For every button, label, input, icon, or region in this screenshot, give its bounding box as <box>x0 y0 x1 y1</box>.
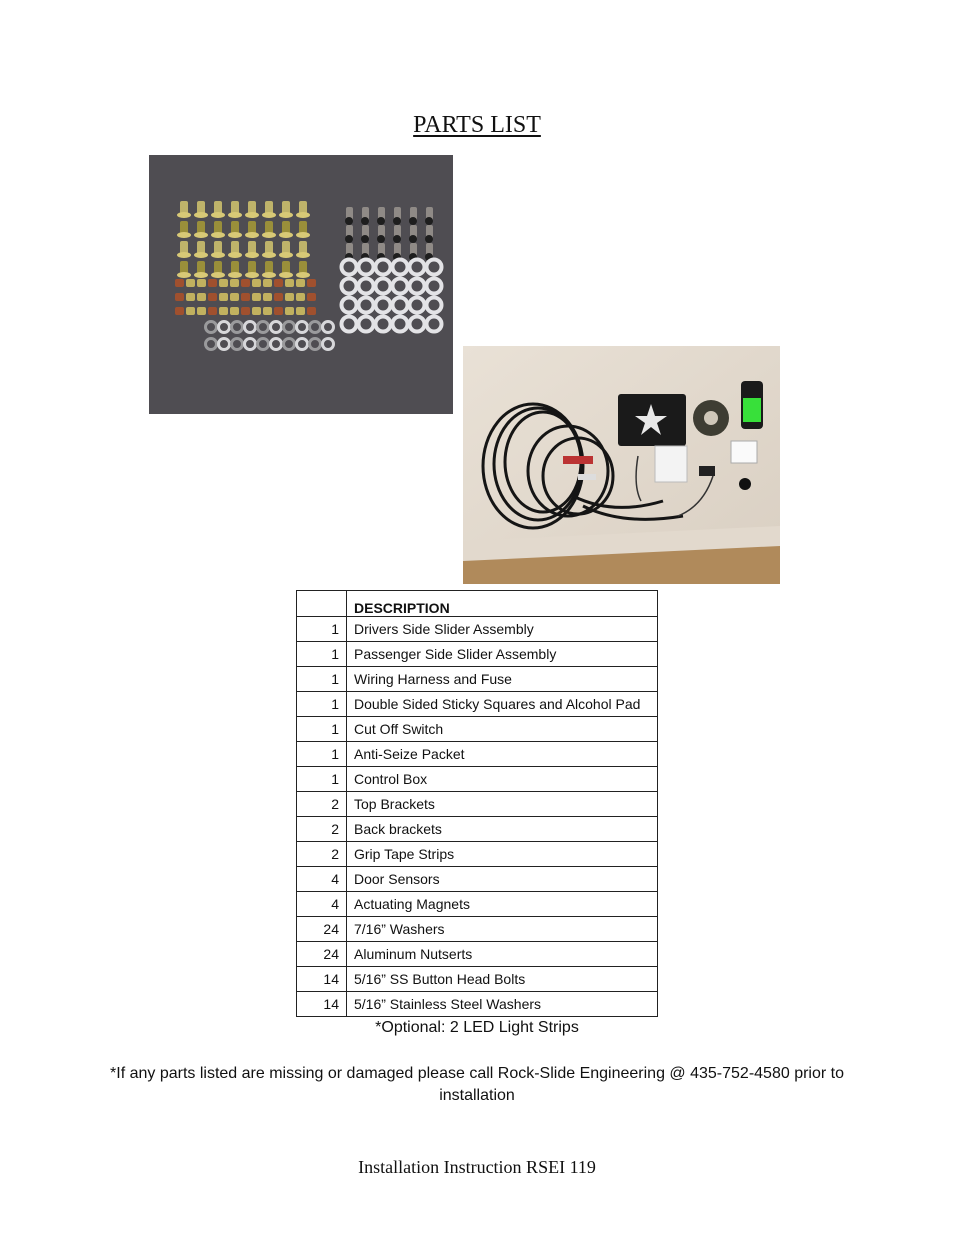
description-cell: Passenger Side Slider Assembly <box>347 642 658 667</box>
table-row <box>297 617 658 642</box>
table-row <box>297 842 658 867</box>
description-cell: Wiring Harness and Fuse <box>347 667 658 692</box>
table-row <box>297 917 658 942</box>
table-row <box>297 642 658 667</box>
description-cell: Double Sided Sticky Squares and Alcohol Pad <box>347 692 658 717</box>
description-cell: Aluminum Nutserts <box>347 942 658 967</box>
table-row <box>297 742 658 767</box>
table-header-row <box>297 591 658 617</box>
description-cell: 7/16” Washers <box>347 917 658 942</box>
table-row <box>297 992 658 1017</box>
description-cell: Back brackets <box>347 817 658 842</box>
description-cell: Door Sensors <box>347 867 658 892</box>
optional-note: *Optional: 2 LED Light Strips <box>375 1019 579 1036</box>
qty-cell: 2 <box>297 817 347 842</box>
electronics-kit-photo <box>463 346 780 584</box>
qty-header <box>297 591 347 617</box>
description-cell: Actuating Magnets <box>347 892 658 917</box>
table-row <box>297 942 658 967</box>
qty-cell: 1 <box>297 717 347 742</box>
qty-cell: 2 <box>297 842 347 867</box>
description-cell: 5/16” Stainless Steel Washers <box>347 992 658 1017</box>
qty-cell: 1 <box>297 642 347 667</box>
qty-cell: 1 <box>297 767 347 792</box>
table-row <box>297 767 658 792</box>
qty-cell: 1 <box>297 742 347 767</box>
qty-cell: 2 <box>297 792 347 817</box>
table-row <box>297 667 658 692</box>
qty-cell: 24 <box>297 942 347 967</box>
table-row <box>297 817 658 842</box>
table-row <box>297 867 658 892</box>
description-cell: Anti-Seize Packet <box>347 742 658 767</box>
table-row <box>297 792 658 817</box>
missing-parts-notice: *If any parts listed are missing or damaged please call Rock-Slide Engineering @ 435-752-4580 prior to installation <box>110 1065 844 1104</box>
table-row <box>297 967 658 992</box>
qty-cell: 1 <box>297 692 347 717</box>
description-cell: Top Brackets <box>347 792 658 817</box>
qty-cell: 1 <box>297 667 347 692</box>
description-cell: 5/16” SS Button Head Bolts <box>347 967 658 992</box>
qty-cell: 4 <box>297 892 347 917</box>
hardware-kit-photo <box>149 155 453 414</box>
description-cell: Grip Tape Strips <box>347 842 658 867</box>
table-row <box>297 717 658 742</box>
qty-cell: 4 <box>297 867 347 892</box>
table-row <box>297 892 658 917</box>
description-header: DESCRIPTION <box>347 591 658 617</box>
table-row <box>297 692 658 717</box>
qty-cell: 14 <box>297 992 347 1017</box>
qty-cell: 24 <box>297 917 347 942</box>
description-cell: Cut Off Switch <box>347 717 658 742</box>
description-cell: Control Box <box>347 767 658 792</box>
parts-table <box>296 590 658 1017</box>
page-title: PARTS LIST <box>413 112 541 138</box>
qty-cell: 14 <box>297 967 347 992</box>
description-cell: Drivers Side Slider Assembly <box>347 617 658 642</box>
page-footer: Installation Instruction RSEI 119 <box>358 1157 596 1177</box>
qty-cell: 1 <box>297 617 347 642</box>
